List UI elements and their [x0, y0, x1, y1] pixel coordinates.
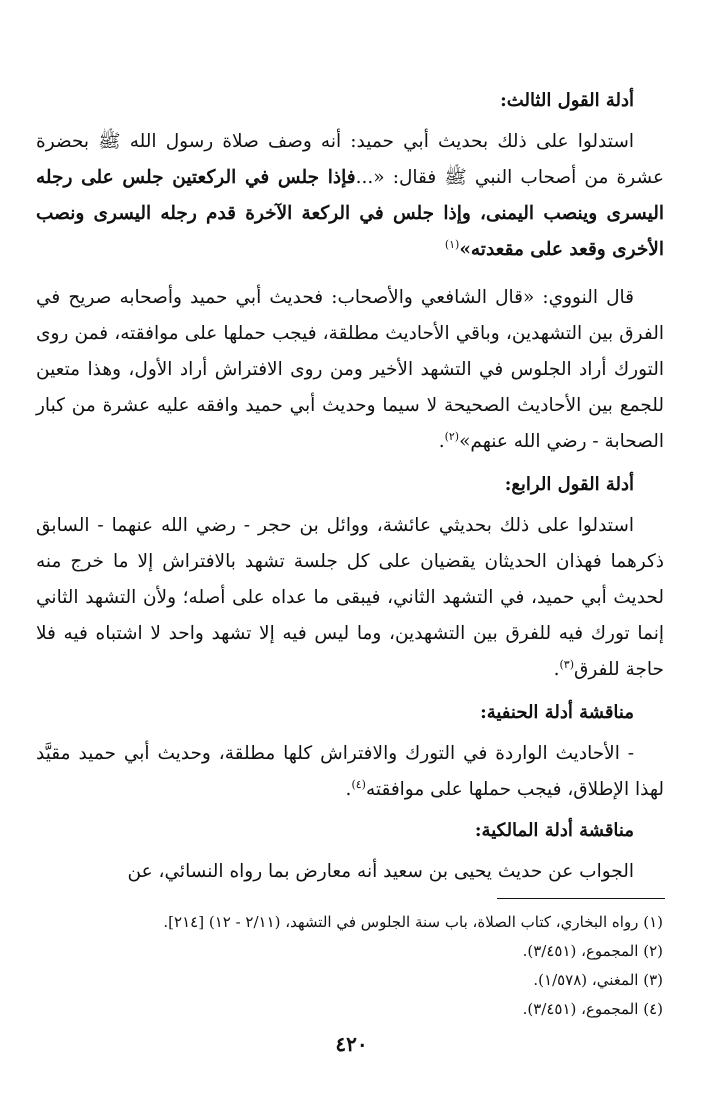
paragraph-text: الجواب عن حديث يحيى بن سعيد أنه معارض بما رواه النسائي، عن [127, 861, 634, 882]
paragraph-text: قال النووي: «قال الشافعي والأصحاب: فحديث أبي حميد وأصحابه صريح في الفرق بين التشهدين، وباقي الأحاديث مطلقة، فيجب حملها على موافقته، فمن روى التورك أراد الجلوس في التشهد الأخير ومن روى الافتراش أراد الأول، وهذا متعين للجمع بين الأحاديث الصحيحة لا سيما وحديث أبي حميد وافقه عليه عشرة من كبار الصحابة - رضي الله عنهم» [36, 287, 664, 452]
footnote-text: رواه البخاري، كتاب الصلاة، باب سنة الجلوس في التشهد، (٢/١١ - ١٢) [٢١٤]. [163, 913, 639, 931]
footnote-4 [43, 995, 663, 1024]
paragraph-end: . [438, 431, 445, 452]
footnotes [43, 908, 663, 1024]
footnote-divider [497, 898, 665, 899]
paragraph-aisha-wail-hadith [36, 508, 664, 688]
footnote-number: (٣) [643, 971, 663, 989]
footnote-number: (٢) [643, 942, 663, 960]
paragraph-maliki-response [36, 854, 664, 890]
footnote-ref-1: (١) [444, 237, 460, 251]
footnote-ref-4: (٤) [351, 777, 366, 791]
paragraph-end: . [553, 659, 560, 680]
footnote-ref-3: (٣) [559, 657, 574, 671]
footnote-text: المجموع، (٣/٤٥١). [522, 1000, 639, 1018]
paragraph-end: . [345, 779, 352, 800]
footnote-3 [43, 966, 663, 995]
hadith-quote-bold: فإذا جلس في الركعتين جلس على رجله اليسرى وينصب اليمنى، وإذا جلس في الركعة الآخرة قدم رجله اليسرى ونصب الأخرى وقعد على مقعدته [36, 167, 664, 260]
section-heading-maliki-discussion: مناقشة أدلة المالكية: [474, 820, 634, 841]
page-number: ٤٢٠ [335, 1032, 368, 1056]
footnote-2 [43, 937, 663, 966]
paragraph-hanafi-response [36, 736, 664, 808]
paragraph-text: استدلوا على ذلك بحديث أبي حميد: أنه وصف صلاة رسول الله ﷺ بحضرة عشرة من أصحاب النبي ﷺ فقال: «... [36, 131, 664, 188]
section-heading-fourth-opinion: أدلة القول الرابع: [504, 474, 634, 495]
paragraph-nawawi-quote [36, 280, 664, 460]
paragraph-text: - الأحاديث الواردة في التورك والافتراش كلها مطلقة، وحديث أبي حميد مقيَّد لهذا الإطلاق، فيجب حملها على موافقته [36, 743, 664, 800]
footnote-text: المجموع، (٣/٤٥١). [522, 942, 639, 960]
footnote-1 [43, 908, 663, 937]
page-body [36, 88, 664, 902]
section-heading-third-opinion: أدلة القول الثالث: [500, 90, 634, 111]
section-heading-hanafi-discussion: مناقشة أدلة الحنفية: [480, 702, 634, 723]
footnote-number: (١) [643, 913, 663, 931]
paragraph-text: استدلوا على ذلك بحديثي عائشة، ووائل بن حجر - رضي الله عنهما - السابق ذكرهما فهذان الحديثان يقضيان على كل جلسة تشهد بالافتراش إلا ما خرج منه لحديث أبي حميد، في التشهد الثاني، فيبقى ما عداه على أصله؛ ولأن التشهد الثاني إنما تورك فيه للفرق بين التشهدين، وما ليس فيه إلا تشهد واحد لا اشتباه فيه فلا حاجة للفرق [36, 515, 664, 680]
footnote-ref-2: (٢) [444, 429, 460, 443]
footnote-text: المغني، (١/٥٧٨). [533, 971, 639, 989]
paragraph-abu-humaid-hadith [36, 124, 664, 268]
footnote-number: (٤) [643, 1000, 663, 1018]
quote-close: » [459, 239, 471, 260]
